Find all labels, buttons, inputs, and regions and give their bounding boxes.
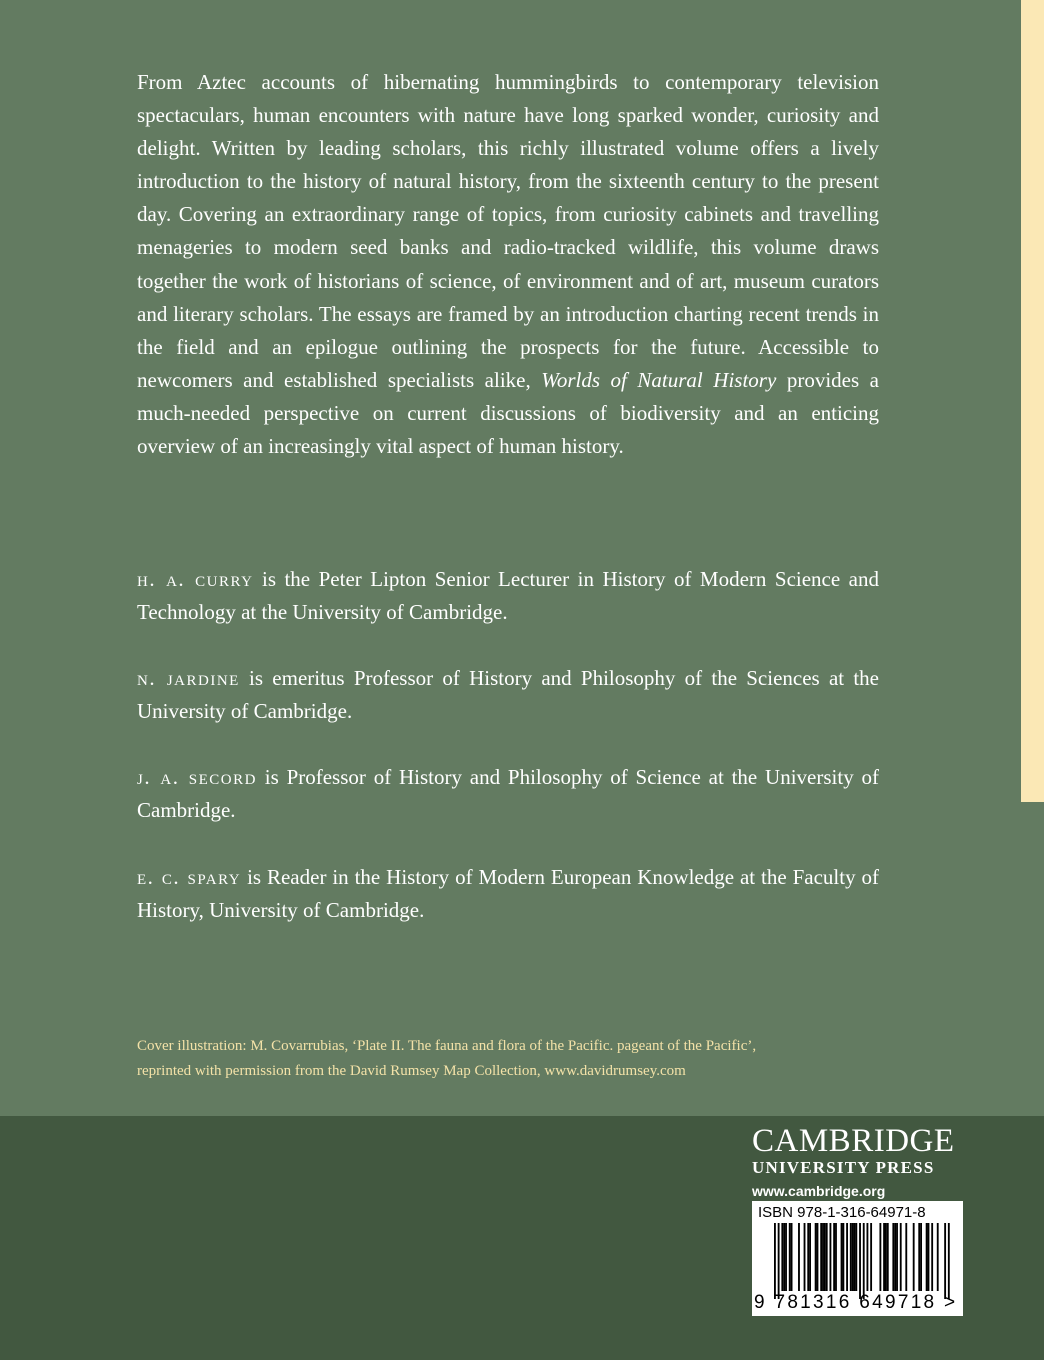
barcode-bar xyxy=(846,1223,848,1291)
barcode-bar xyxy=(781,1223,783,1291)
editor-bio-text: is the Peter Lipton Senior Lecturer in History of Modern Science and Technology at the University of Cambridge. xyxy=(137,567,879,625)
editor-name: n. jardine xyxy=(137,666,240,691)
editor-name: j. a. secord xyxy=(137,765,257,790)
barcode-bar xyxy=(817,1223,819,1291)
barcode-bar xyxy=(892,1223,894,1291)
credit-line-1: Cover illustration: M. Covarrubias, ‘Plate II. The fauna and flora of the Pacific. pageant of the Pacific’, xyxy=(137,1038,757,1054)
barcode-bar xyxy=(783,1223,785,1291)
barcode-bar xyxy=(824,1223,826,1291)
barcode-bar xyxy=(900,1223,902,1291)
editor-bio-text: is Reader in the History of Modern European Knowledge at the Faculty of History, University of Cambridge. xyxy=(137,864,879,922)
barcode-bar xyxy=(944,1223,946,1299)
barcode-bar xyxy=(826,1223,828,1291)
barcode-bar xyxy=(931,1223,933,1291)
barcode-bar xyxy=(815,1223,817,1291)
barcode-bar xyxy=(774,1223,776,1299)
barcode-bar xyxy=(842,1223,844,1291)
barcode-bar xyxy=(926,1223,928,1291)
publisher-url: www.cambridge.org xyxy=(752,1183,886,1199)
barcode-bar xyxy=(789,1223,791,1291)
barcode-bar xyxy=(841,1223,843,1291)
barcode-bar xyxy=(885,1223,887,1291)
barcode-bar xyxy=(937,1223,939,1291)
editor-name: h. a. curry xyxy=(137,567,254,591)
credit-line-2: reprinted with permission from the David Rumsey Map Collection, www.davidrumsey.com xyxy=(137,1062,686,1079)
barcode-bar xyxy=(948,1223,950,1299)
barcode-bar xyxy=(830,1223,832,1291)
barcode-bar xyxy=(887,1223,889,1291)
barcode-bar xyxy=(879,1223,881,1291)
barcode-bar xyxy=(807,1223,809,1291)
barcode-bar xyxy=(778,1223,780,1299)
spine-color-strip xyxy=(1021,0,1044,802)
barcode-bar xyxy=(905,1223,907,1291)
barcode-bar xyxy=(822,1223,824,1291)
blurb-text-start: From Aztec accounts of hibernating hummingbirds to contemporary television spectaculars, human encounters with nature have long sparked wonder, curiosity and delight. Written by leading scholars, this richly illustrated volume offers a lively introduction to the history of natural history, from the sixteenth century to the present day. Covering an extraordinary range of topics, from curiosity cabinets and travelling menageries to modern seed banks and radio-tracked wildlife, this volume draws together the work of historians of science, of environment and of art, museum curators and literary scholars. The essays are framed by an introduction charting recent trends in the field and an epilogue outlining the prospects for the future. Accessible to newcomers and established specialists alike, xyxy=(137,70,879,392)
barcode-digits: 9 781316 649718 > xyxy=(754,1292,958,1313)
editor-bio-text: is emeritus Professor of History and Philosophy of the Sciences at the University of Cambridge. xyxy=(137,666,879,724)
publisher-name: CAMBRIDGE xyxy=(752,1123,955,1159)
barcode-bar xyxy=(859,1223,861,1299)
barcode-bar xyxy=(883,1223,885,1291)
editor-bio-curry xyxy=(137,563,879,629)
barcode-bar xyxy=(894,1223,896,1291)
barcode-bar xyxy=(835,1223,837,1291)
blurb-text-end: provides a much-needed perspective on current discussions of biodiversity and an enticing overview of an increasingly vital aspect of human history. xyxy=(137,367,879,459)
barcode-bar xyxy=(855,1223,857,1291)
barcode-bar xyxy=(854,1223,856,1291)
cover-illustration-credit xyxy=(137,1034,897,1083)
editor-name: e. c. spary xyxy=(137,864,242,889)
barcode-bar xyxy=(913,1223,915,1291)
barcode-bar xyxy=(928,1223,930,1291)
barcode-bar xyxy=(896,1223,898,1291)
editor-bio-spary xyxy=(137,861,879,927)
barcode-bar xyxy=(918,1223,920,1291)
barcode-bar xyxy=(809,1223,811,1291)
publisher-logo xyxy=(752,1124,964,1202)
barcode-bar xyxy=(804,1223,806,1291)
barcode-bar xyxy=(852,1223,854,1291)
barcode-bar xyxy=(867,1223,869,1291)
publisher-subname: UNIVERSITY PRESS xyxy=(752,1158,935,1177)
barcode-bar xyxy=(863,1223,865,1299)
barcode xyxy=(752,1201,963,1316)
barcode-bar xyxy=(850,1223,852,1291)
book-blurb xyxy=(137,66,879,463)
book-title: Worlds of Natural History xyxy=(541,367,777,392)
barcode-bar xyxy=(798,1223,800,1291)
barcode-bar xyxy=(870,1223,872,1291)
barcode-bar xyxy=(785,1223,787,1291)
barcode-bar xyxy=(920,1223,922,1291)
isbn-label: ISBN 978-1-316-64971-8 xyxy=(758,1204,926,1221)
editor-bio-jardine xyxy=(137,662,879,728)
editor-bios xyxy=(137,563,879,960)
editor-bio-secord xyxy=(137,761,879,827)
barcode-bar xyxy=(833,1223,835,1291)
barcode-bar xyxy=(791,1223,793,1291)
barcode-bar xyxy=(820,1223,822,1291)
editor-bio-text: is Professor of History and Philosophy of Science at the University of Cambridge. xyxy=(137,765,879,823)
